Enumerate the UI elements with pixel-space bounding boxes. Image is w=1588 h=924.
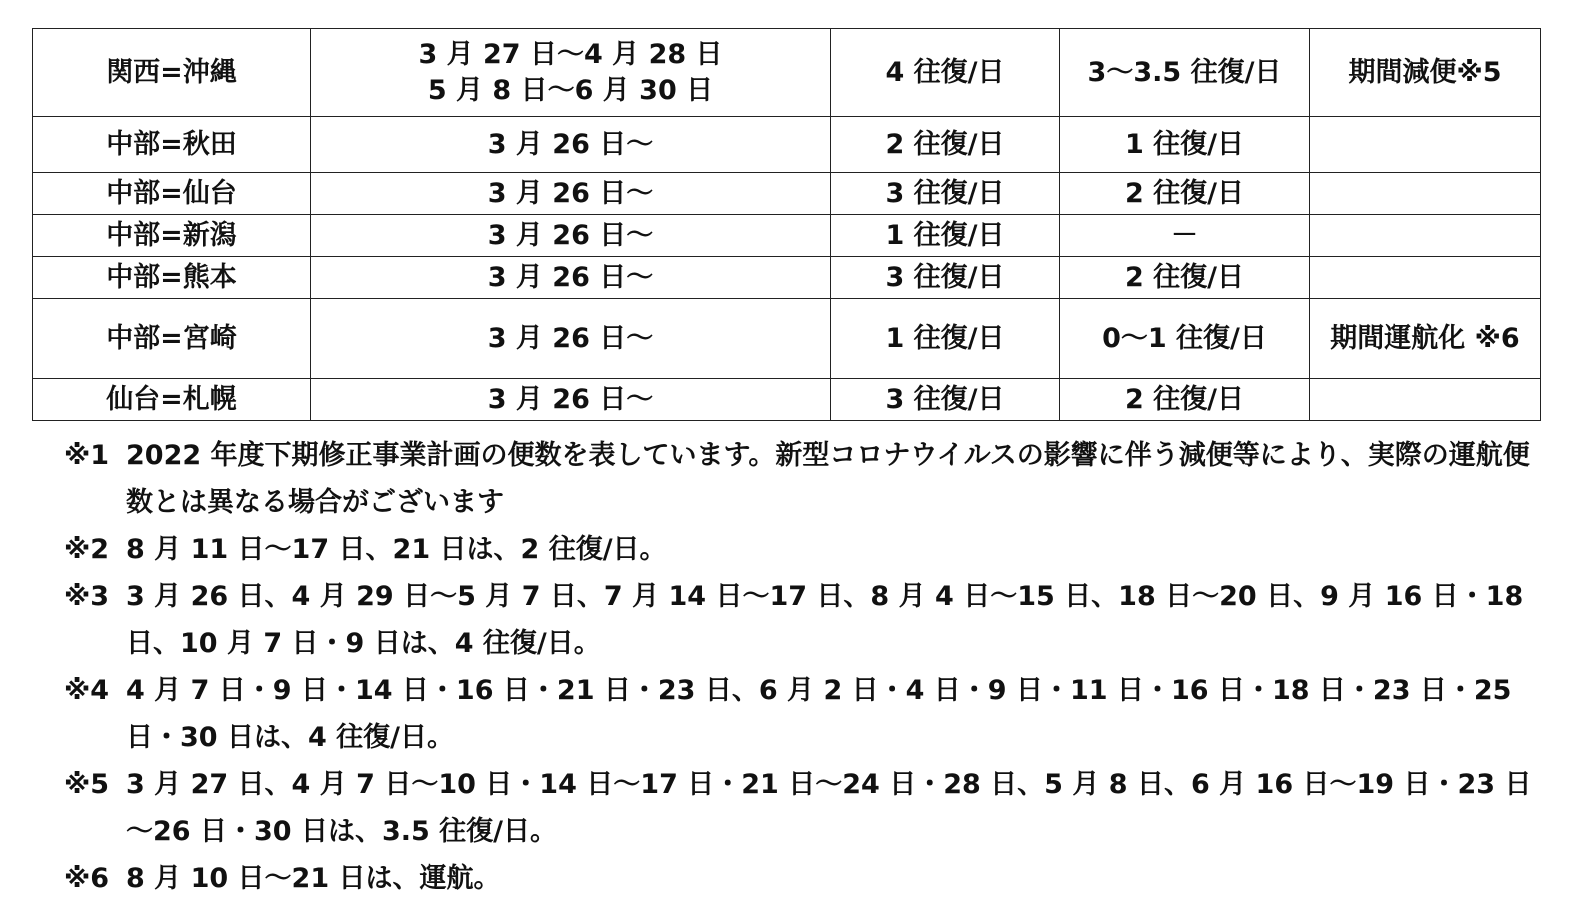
before-flights-cell: 3 往復/日: [831, 379, 1060, 421]
footnote: [64, 432, 1534, 526]
after-flights-cell: －: [1060, 215, 1310, 257]
route-cell: 中部=新潟: [33, 215, 311, 257]
remark-cell: [1310, 117, 1541, 173]
before-flights-cell: 2 往復/日: [831, 117, 1060, 173]
footnote: [64, 761, 1534, 855]
route-cell: 中部=仙台: [33, 173, 311, 215]
after-flights-cell: 0～1 往復/日: [1060, 299, 1310, 379]
after-flights-cell: 3～3.5 往復/日: [1060, 29, 1310, 117]
table-row: [33, 117, 1541, 173]
period-cell: [311, 215, 831, 257]
remark-cell: [1310, 173, 1541, 215]
remark-text: 期間運航化 ※6: [1330, 322, 1520, 354]
remark-cell: [1310, 299, 1541, 379]
footnote-text: 2022 年度下期修正事業計画の便数を表しています。新型コロナウイルスの影響に伴う減便等により、実際の運航便数とは異なる場合がございます: [126, 440, 1530, 518]
footnote: [64, 526, 1534, 573]
table-row: [33, 173, 1541, 215]
footnote-mark: ※3: [64, 581, 110, 612]
footnote-text: 3 月 26 日、4 月 29 日～5 月 7 日、7 月 14 日～17 日、8 月 4 日～15 日、18 日～20 日、9 月 16 日・18 日、10 月 7 日・9 日は、4 往復/日。: [126, 581, 1524, 659]
before-flights-cell: 4 往復/日: [831, 29, 1060, 117]
route-cell: 関西=沖縄: [33, 29, 311, 117]
table-row: [33, 379, 1541, 421]
period-cell: [311, 257, 831, 299]
footnote-mark: ※6: [64, 863, 110, 894]
footnote-mark: ※1: [64, 440, 110, 471]
before-flights-cell: 1 往復/日: [831, 299, 1060, 379]
footnote-text: 8 月 10 日～21 日は、運航。: [126, 863, 501, 894]
table-row: [33, 215, 1541, 257]
period-line: 3 月 26 日～: [487, 261, 654, 293]
remark-cell: [1310, 257, 1541, 299]
period-cell: [311, 117, 831, 173]
table-row: [33, 299, 1541, 379]
remark-cell: [1310, 215, 1541, 257]
after-flights-cell: 1 往復/日: [1060, 117, 1310, 173]
footnote: [64, 573, 1534, 667]
period-cell: [311, 299, 831, 379]
period-line: 3 月 27 日～4 月 28 日: [418, 38, 723, 70]
before-flights-cell: 1 往復/日: [831, 215, 1060, 257]
route-cell: 中部=秋田: [33, 117, 311, 173]
footnote-mark: ※5: [64, 769, 110, 800]
period-cell: [311, 29, 831, 117]
table-row: [33, 29, 1541, 117]
footnote: [64, 855, 1534, 902]
period-cell: [311, 173, 831, 215]
route-cell: 仙台=札幌: [33, 379, 311, 421]
remark-cell: [1310, 379, 1541, 421]
before-flights-cell: 3 往復/日: [831, 257, 1060, 299]
footnote-text: 8 月 11 日～17 日、21 日は、2 往復/日。: [126, 534, 667, 565]
remark-cell: 期間減便※5: [1310, 29, 1541, 117]
route-cell: 中部=熊本: [33, 257, 311, 299]
after-flights-cell: 2 往復/日: [1060, 257, 1310, 299]
period-line: 3 月 26 日～: [487, 322, 654, 354]
route-schedule-table: [32, 28, 1541, 421]
period-line: 3 月 26 日～: [487, 383, 654, 415]
after-flights-cell: 2 往復/日: [1060, 173, 1310, 215]
footnotes: [64, 432, 1534, 902]
footnote: [64, 667, 1534, 761]
footnote-text: 4 月 7 日・9 日・14 日・16 日・21 日・23 日、6 月 2 日・4 日・9 日・11 日・16 日・18 日・23 日・25 日・30 日は、4 往復/日。: [126, 675, 1512, 753]
footnote-mark: ※2: [64, 534, 110, 565]
footnote-text: 3 月 27 日、4 月 7 日～10 日・14 日～17 日・21 日～24 日・28 日、5 月 8 日、6 月 16 日～19 日・23 日～26 日・30 日は、3.5 往復/日。: [126, 769, 1532, 847]
period-line: 3 月 26 日～: [487, 128, 654, 160]
before-flights-cell: 3 往復/日: [831, 173, 1060, 215]
after-flights-cell: 2 往復/日: [1060, 379, 1310, 421]
period-cell: [311, 379, 831, 421]
period-line: 3 月 26 日～: [487, 177, 654, 209]
route-cell: 中部=宮崎: [33, 299, 311, 379]
period-line: 5 月 8 日～6 月 30 日: [427, 74, 714, 106]
footnote-mark: ※4: [64, 675, 110, 706]
table-row: [33, 257, 1541, 299]
period-line: 3 月 26 日～: [487, 219, 654, 251]
